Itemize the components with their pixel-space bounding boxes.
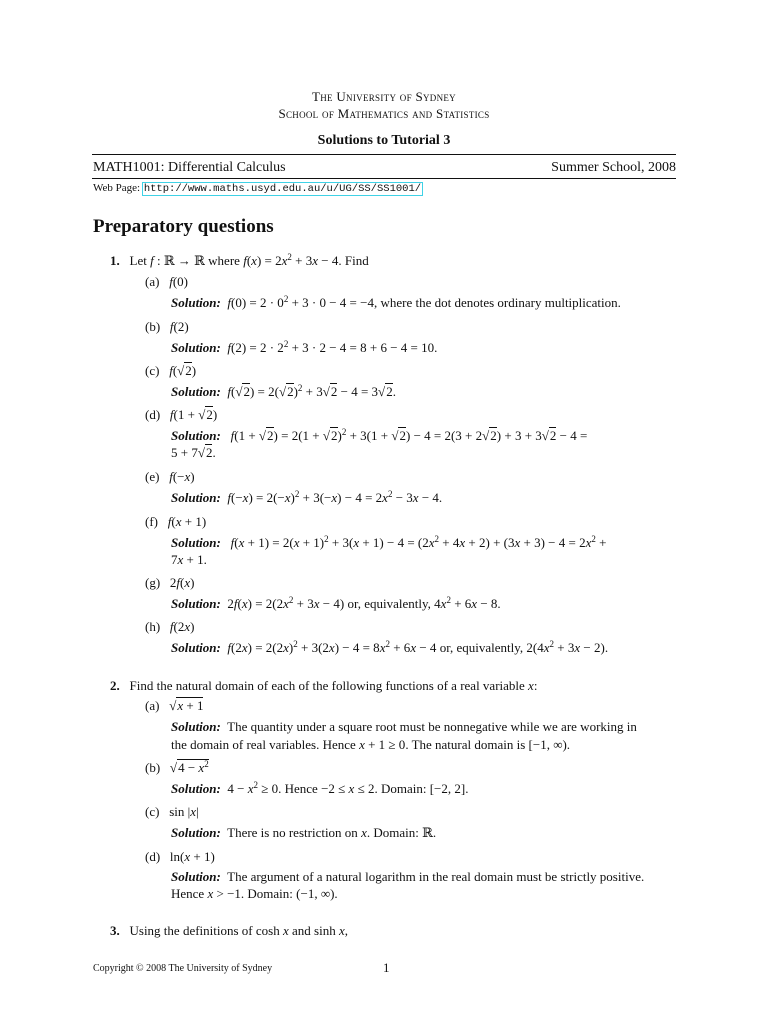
page-number: 1 [383,960,390,975]
solution-label: Solution: [171,825,221,840]
part-label: (c) [145,804,160,819]
question-prompt: Using the definitions of [129,923,253,938]
solution-label: Solution: [171,719,221,734]
solution-text: Hence [171,886,205,901]
q2-d-solution-line1 [171,869,644,885]
solution-text: . The natural domain is [405,737,526,752]
solution-text: There is no restriction on [227,825,358,840]
part-label: (d) [145,849,161,864]
header-rule-top [92,154,676,155]
part-label: (e) [145,469,160,484]
solution-text: . Domain: [240,886,293,901]
solution-or-text: or, equivalently, [344,596,435,611]
web-page-link[interactable]: http://www.maths.usyd.edu.au/u/UG/SS/SS1001/ [143,183,422,195]
q1-f-solution-line1: Solution: $f(x + 1) = 2(x + 1)^2 + 3(x + 1) - 4 = (2x^2 + 4x + 2) + (3x + 3) - 4 = 2x^2$ + [171,534,607,550]
solution-text: The quantity under a square root must be nonnegative while we are working in [227,719,637,734]
solution-label: Solution: [171,869,221,884]
question-3: 3. Using the definitions of cosh x and sinh x, [110,923,348,938]
solution-text: , where the dot denotes ordinary multiplication. [373,295,621,310]
q1-b-solution: Solution: $f(2) = 2 \cdot 2^2 + 3 \cdot 2 - 4 = 8 + 6 - 4 = 10$. [171,339,438,355]
university-name: The University of Sydney [311,89,456,104]
q1-g-solution: Solution: $2f(x) = 2(2x^2 + 3x - 4)$ or, equivalently, $4x^2 + 6x - 8$. [171,595,501,611]
part-label: (b) [145,319,161,334]
q1-d-solution-line1: Solution: $f(1 + √2) = 2(1 + √2)^2 + 3(1 + √2) - 4 = 2(3 + 2√2) + 3 + 3√2 - 4$ = [171,427,588,443]
q1-part-e: (e) f(−x) [145,469,195,484]
solution-label: Solution: [171,596,221,611]
q1-a-solution: Solution: $f(0) = 2 \cdot 0^2 + 3 \cdot 0 - 4 = -4$, where the dot denotes ordinary multiplication. [171,294,621,310]
q2-c-solution: Solution: There is no restriction on x. Domain: ℝ. [171,825,437,840]
q1-part-d: (d) f(1 + √2) [145,407,218,422]
q1-part-f: (f) f(x + 1) [145,514,207,529]
question-prompt: Find the natural domain of each of the following functions of a real variable [129,678,525,693]
q1-c-solution: Solution: $f(√2) = 2(√2)^2 + 3√2 - 4 = 3√2$. [171,383,396,399]
q1-f-solution-line2: 7x + 1. [171,552,207,567]
question-2: 2. Find the natural domain of each of the following functions of a real variable x: [110,678,538,693]
q2-part-a: (a) √x + 1 [145,698,204,713]
part-label: (a) [145,274,160,289]
q1-part-g: (g) 2f(x) [145,575,195,590]
school-name: School of Mathematics and Statistics [278,106,490,121]
section-title: Preparatory questions [93,216,274,237]
q2-a-solution-line1 [171,719,637,735]
course-name: MATH1001: Differential Calculus [93,160,286,175]
q2-part-d: (d) ln(x + 1) [145,849,215,864]
q1-h-solution: Solution: $f(2x) = 2(2x)^2 + 3(2x) - 4 = 8x^2 + 6x - 4$ or, equivalently, $2(4x^2 + 3x - 2)$. [171,639,609,655]
term-label: Summer School, 2008 [551,160,676,175]
q1-part-h: (h) f(2x) [145,619,195,634]
solution-label: Solution: [171,490,221,505]
question-number: 1. [110,253,120,268]
q2-d-solution-line2: Hence x > −1. Domain: (−1, ∞). [171,886,338,901]
solution-text: . Domain: [366,825,419,840]
web-page-line [93,182,422,195]
q1-part-c: (c) f(√2) [145,363,197,378]
solution-label: Solution: [171,535,221,550]
part-label: (a) [145,698,160,713]
q1-e-solution: Solution: $f(-x) = 2(-x)^2 + 3(-x) - 4 = 2x^2 - 3x - 4$. [171,489,443,505]
document-title: Solutions to Tutorial 3 [317,133,451,148]
web-page-label: Web Page: [93,182,141,194]
q1-d-solution-line2: 5 + 7√2. [171,445,216,460]
part-label: (g) [145,575,161,590]
solution-label: Solution: [171,640,221,655]
part-label: (h) [145,619,161,634]
solution-label: Solution: [171,781,221,796]
q2-part-b: (b) $√4 - x^2$ [145,759,209,775]
question-number: 2. [110,678,120,693]
part-label: (f) [145,514,158,529]
solution-label: Solution: [171,340,221,355]
solution-text: . Domain: [374,781,427,796]
solution-label: Solution: [171,295,221,310]
q1-part-b: (b) f(2) [145,319,189,334]
solution-or-text: or, equivalently, [436,640,527,655]
part-label: (c) [145,363,160,378]
q1-part-a: (a) f(0) [145,274,188,289]
q2-part-c: (c) sin |x| [145,804,199,819]
solution-text: The argument of a natural logarithm in the real domain must be strictly positive. [227,869,645,884]
solution-label: Solution: [171,384,221,399]
footer-copyright: Copyright © 2008 The University of Sydney [93,963,273,974]
q2-b-solution: Solution: $4 - x^2 \ge 0$. Hence −2 ≤ x ≤ 2. Domain: [−2, 2]. [171,780,469,796]
solution-text: the domain of real variables. Hence [171,737,356,752]
part-label: (d) [145,407,161,422]
question-1: 1. Let f : ℝ → ℝ where $f(x) = 2x^2 + 3x - 4$. Find [110,252,369,268]
header-rule-bottom [92,178,676,179]
part-label: (b) [145,760,161,775]
solution-label: Solution: [171,428,221,443]
question-number: 3. [110,923,120,938]
q2-a-solution-line2: the domain of real variables. Hence x + 1 ≥ 0. The natural domain is [−1, ∞). [171,737,571,752]
